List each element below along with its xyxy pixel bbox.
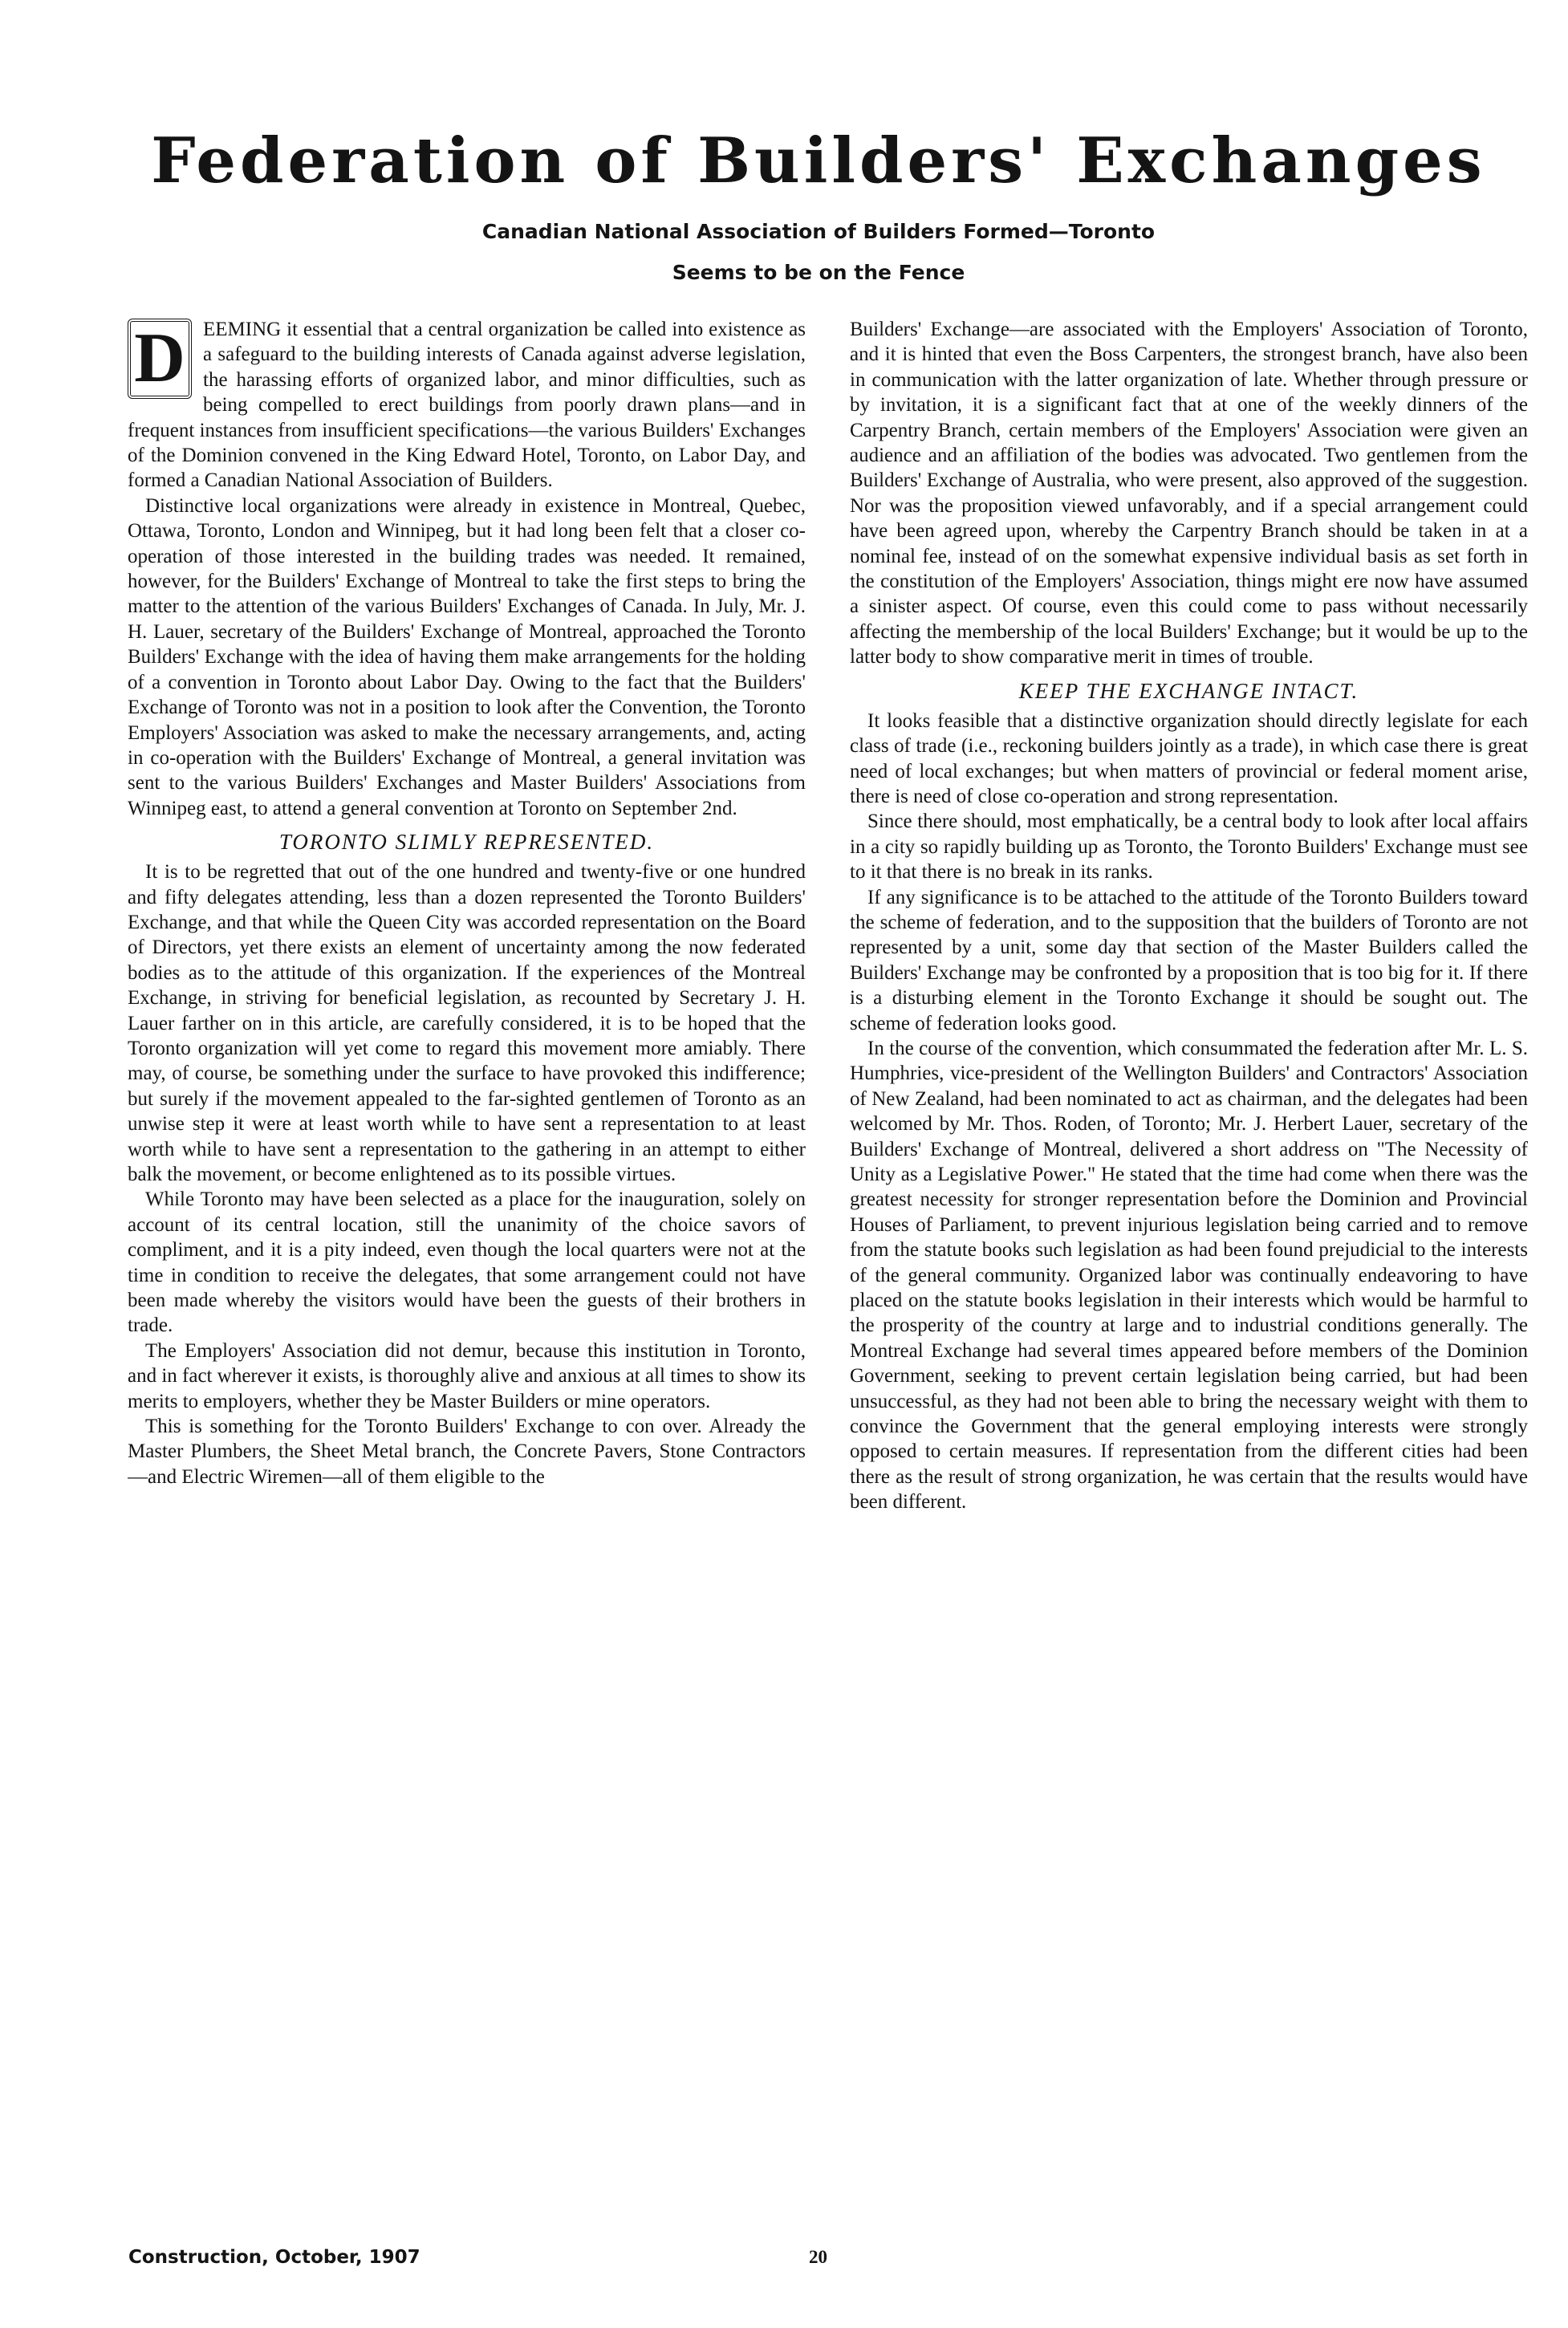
body-paragraph: While Toronto may have been selected as a place for the inauguration, solely on account of its central location, still the unanimity of the choice savors of compliment, and it is a pity indeed, even though the local quarters were not at the time in condition to receive the delegates, that some arrangement could not have been made whereby the visitors would have been the guests of their brothers in trade. <box>128 1188 806 1337</box>
article-subtitle-line2: Seems to be on the Fence <box>672 261 965 284</box>
body-paragraph: It looks feasible that a distinctive organization should directly legislate for each class of trade (i.e., reckoning builders jointly as a trade), in which case there is great need of local exchanges; but when matters of provincial or federal moment arise, there is need of close co-operation and strong representation. <box>850 709 1528 807</box>
body-paragraph: If any significance is to be attached to the attitude of the Toronto Builders toward the scheme of federation, and to the supposition that the builders of Toronto are not represented by a unit, some day that section of the Master Builders called the Builders' Exchange may be confronted by a proposition that is too big for it. If there is a disturbing element in the Toronto Exchange it should be sought out. The scheme of federation looks good. <box>850 886 1528 1034</box>
article-subtitle-line1: Canadian National Association of Builders Formed—Toronto <box>481 220 1156 243</box>
footer-publication: Construction, October, 1907 <box>128 2247 420 2268</box>
continued-paragraph: Builders' Exchange—are associated with the Employers' Association of Toronto, and it is hinted that even the Boss Carpenters, the strongest branch, have also been in communication with the latter organization of late. Whether through pressure or by invitation, it is a significant fact that at one of the weekly dinners of the Carpentry Branch, certain members of the Employers' Association were given an audience and an affiliation of the bodies was advocated. Two gentlemen from the Builders' Exchange of Australia, who were present, also approved of the suggestion. Nor was the proposition viewed unfavorably, and if a special arrangement could have been agreed upon, whereby the Carpentry Branch should be taken in at a nominal fee, instead of on the somewhat expensive individual basis as set forth in the constitution of the Employers' Association, things might ere now have assumed a sinister aspect. Of course, even this could come to pass without necessarily affecting the membership of the local Builders' Exchange; but it would be up to the latter body to show comparative merit in times of trouble. <box>850 319 1528 668</box>
opening-paragraph <box>128 317 806 494</box>
body-paragraph: It is to be regretted that out of the one hundred and twenty-five or one hundred and fifty delegates attending, less than a dozen represented the Toronto Builders' Exchange, and that while the Queen City was accorded representation on the Board of Directors, yet there exists an element of uncertainty among the now federated bodies as to the attitude of this organization. If the experiences of the Montreal Exchange, in striving for beneficial legislation, as recounted by Secretary J. H. Lauer farther on in this article, are carefully considered, it is to be hoped that the Toronto organization will yet come to regard this movement more amiably. There may, of course, be something under the surface to have provoked this indifference; but surely if the movement appealed to the far-sighted gentlemen of Toronto as an unwise step it were at least worth while to have sent a representation to at least worth while to have sent a representation to the gathering in an attempt to either balk the movement, or become enlightened as to its possible virtues. <box>128 861 806 1185</box>
section-heading-keep-the-exchange-intact: KEEP THE EXCHANGE INTACT. <box>1018 678 1359 703</box>
body-paragraph: Since there should, most emphatically, be a central body to look after local affairs in a city so rapidly building up as Toronto, the Toronto Builders' Exchange must see to it that there is no break in its ranks. <box>850 811 1528 884</box>
page-number: 20 <box>809 2247 827 2267</box>
drop-cap: D <box>128 319 192 399</box>
body-paragraph: This is something for the Toronto Builders' Exchange to con over. Already the Master Plumbers, the Sheet Metal branch, the Concrete Pavers, Stone Contractors —and Electric Wiremen—all of them eligible to the <box>128 1416 806 1488</box>
body-paragraph: The Employers' Association did not demur, because this institution in Toronto, and in fact wherever it exists, is thoroughly alive and anxious at all times to show its merits to employers, whether they be Master Builders or mine operators. <box>128 1339 806 1412</box>
right-column <box>850 317 1528 2227</box>
article-title: Federation of Builders' Exchanges <box>151 124 1486 197</box>
left-column <box>128 317 806 2227</box>
body-paragraph: Distinctive local organizations were already in existence in Montreal, Quebec, Ottawa, Toronto, London and Winnipeg, but it had long been felt that a closer co-operation of those interested in the building trades was needed. It remained, however, for the Builders' Exchange of Montreal to take the first steps to bring the matter to the attention of the various Builders' Exchanges of Canada. In July, Mr. J. H. Lauer, secretary of the Builders' Exchange of Montreal, approached the Toronto Builders' Exchange with the idea of having them make arrangements for the holding of a convention in Toronto about Labor Day. Owing to the fact that the Builders' Exchange of Toronto was not in a position to look after the Convention, the Toronto Employers' Association was asked to make the necessary arrangements, and, acting in co-operation with the Builders' Exchange of Montreal, a general invitation was sent to the various Builders' Exchanges and Master Builders' Associations from Winnipeg east, to attend a general convention at Toronto on September 2nd. <box>128 494 806 819</box>
section-heading-toronto-slimly-represented: TORONTO SLIMLY REPRESENTED. <box>278 830 655 855</box>
opening-paragraph-text: EEMING it essential that a central organization be called into existence as a safeguard to the building interests of Canada against adverse legislation, the harassing efforts of organized labor, and minor difficulties, such as being compelled to erect buildings from poorly drawn plans—and in frequent instances from insufficient specifications—the various Builders' Exchanges of the Dominion convened in the King Edward Hotel, Toronto, on Labor Day, and formed a Canadian National Association of Builders. <box>128 319 806 492</box>
body-paragraph: In the course of the convention, which consummated the federation after Mr. L. S. Humphries, vice-president of the Wellington Builders' and Contractors' Association of New Zealand, had been nominated to act as chairman, and the delegates had been welcomed by Mr. Thos. Roden, of Toronto; Mr. J. Herbert Lauer, secretary of the Builders' Exchange of Montreal, delivered a short address on "The Necessity of Unity as a Legislative Power." He stated that the time had come when there was the greatest necessity for stronger representation before the Dominion and Provincial Houses of Parliament, to prevent injurious legislation being carried and to remove from the statute books such legislation as had been found prejudicial to the interests of the general community. Organized labor was continually endeavoring to have placed on the statute books legislation in their interests which would be harmful to the prosperity of the country at large and to industrial conditions generally. The Montreal Exchange had several times appeared before members of the Dominion Government, seeking to prevent certain legislation being carried, but had been unsuccessful, as they had not been able to bring the necessary weight with them to convince the Government that the general employing interests were strongly opposed to certain measures. If representation from the different cities had been there as the result of strong organization, he was certain that the results would have been different. <box>850 1037 1528 1513</box>
